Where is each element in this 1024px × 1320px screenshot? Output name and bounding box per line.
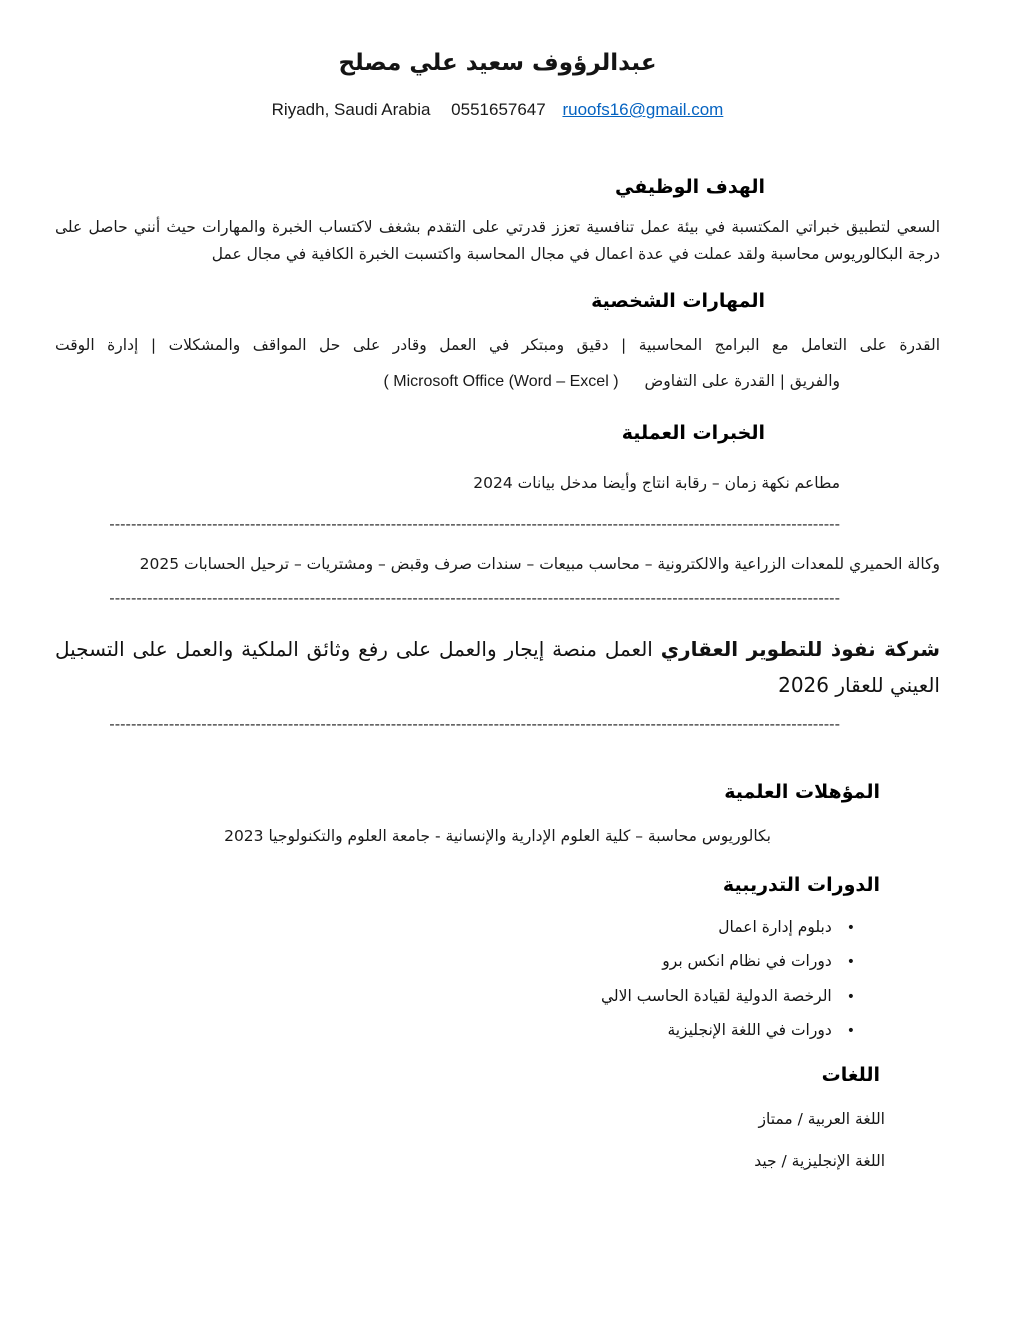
email-link[interactable]: ruoofs16@gmail.com bbox=[562, 100, 724, 119]
courses-title: الدورات التدريبية bbox=[722, 873, 880, 896]
contact-location: Riyadh, Saudi Arabia bbox=[271, 100, 431, 119]
list-item bbox=[55, 985, 855, 1007]
section-experience bbox=[55, 422, 940, 736]
course-label: دورات في نظام انكس برو bbox=[662, 952, 832, 971]
contact-line bbox=[55, 100, 940, 120]
skills-line-2 bbox=[55, 368, 940, 396]
bullet-icon: • bbox=[846, 954, 855, 971]
separator-line: --------------------------------------------------------------------------------------------------------------------------------------- bbox=[109, 714, 840, 733]
separator-line: --------------------------------------------------------------------------------------------------------------------------------------- bbox=[109, 588, 840, 607]
experience-entry-3-details: العمل منصة إيجار والعمل على رفع وثائق الملكية والعمل على التسجيل العيني للعقار 2026 bbox=[55, 636, 940, 697]
courses-list bbox=[55, 916, 940, 1042]
section-languages bbox=[55, 1064, 940, 1170]
section-objective bbox=[55, 176, 940, 268]
contact-phone: 0551657647 bbox=[451, 100, 546, 119]
bullet-icon: • bbox=[846, 919, 855, 936]
list-item bbox=[55, 950, 855, 972]
experience-entry-3-company: شركة نفوذ للتطوير العقاري bbox=[660, 636, 940, 661]
experience-title: الخبرات العملية bbox=[621, 422, 765, 445]
skills-line-2-arabic: والفريق | القدرة على التفاوض bbox=[644, 372, 840, 391]
section-education bbox=[55, 781, 940, 850]
languages-title: اللغات bbox=[821, 1063, 880, 1086]
bullet-icon: • bbox=[846, 1023, 855, 1040]
candidate-name: عبدالرؤوف سعيد علي مصلح bbox=[338, 50, 657, 76]
skills-microsoft-office: ( Microsoft Office (Word – Excel ) bbox=[383, 373, 619, 391]
experience-entry-2: وكالة الحميري للمعدات الزراعية والالكترونية – محاسب مبيعات – سندات صرف وقبض – ومشتريات – ترحيل الحسابات 2025 bbox=[139, 554, 940, 573]
education-title: المؤهلات العلمية bbox=[724, 780, 880, 803]
list-item bbox=[55, 916, 855, 938]
list-item bbox=[55, 1019, 855, 1041]
bullet-icon: • bbox=[846, 988, 855, 1005]
objective-text: السعي لتطبيق خبراتي المكتسبة في بيئة عمل تنافسية تعزز قدرتي على التقدم بشغف لاكتساب الخبرة والمهارات حيث أنني حاصل على درجة البكالوريوس محاسبة ولقد عملت في عدة اعمال في مجال المحاسبة واكتسبت الخبرة الكافية في مجال عمل bbox=[55, 218, 940, 264]
course-label: دورات في اللغة الإنجليزية bbox=[667, 1021, 832, 1040]
experience-entry-3 bbox=[55, 631, 940, 703]
objective-title: الهدف الوظيفي bbox=[615, 176, 765, 198]
section-courses bbox=[55, 874, 940, 1042]
course-label: دبلوم إدارة اعمال bbox=[718, 917, 832, 936]
resume-header bbox=[55, 50, 940, 120]
education-text: بكالوريوس محاسبة – كلية العلوم الإدارية والإنسانية - جامعة العلوم والتكنولوجيا 2023 bbox=[224, 826, 771, 845]
experience-entry-1: مطاعم نكهة زمان – رقابة انتاج وأيضا مدخل بيانات 2024 bbox=[473, 474, 840, 493]
skills-title: المهارات الشخصية bbox=[591, 290, 765, 313]
language-english: اللغة الإنجليزية / جيد bbox=[754, 1151, 885, 1170]
skills-line-1: القدرة على التعامل مع البرامج المحاسبية | دقيق ومبتكر في العمل وقادر على حل المواقف والمشكلات | إدارة الوقت bbox=[55, 336, 940, 355]
language-arabic: اللغة العربية / ممتاز bbox=[758, 1109, 885, 1128]
separator-line: --------------------------------------------------------------------------------------------------------------------------------------- bbox=[109, 514, 840, 533]
course-label: الرخصة الدولية لقيادة الحاسب الالي bbox=[601, 986, 832, 1005]
section-skills bbox=[55, 290, 940, 396]
